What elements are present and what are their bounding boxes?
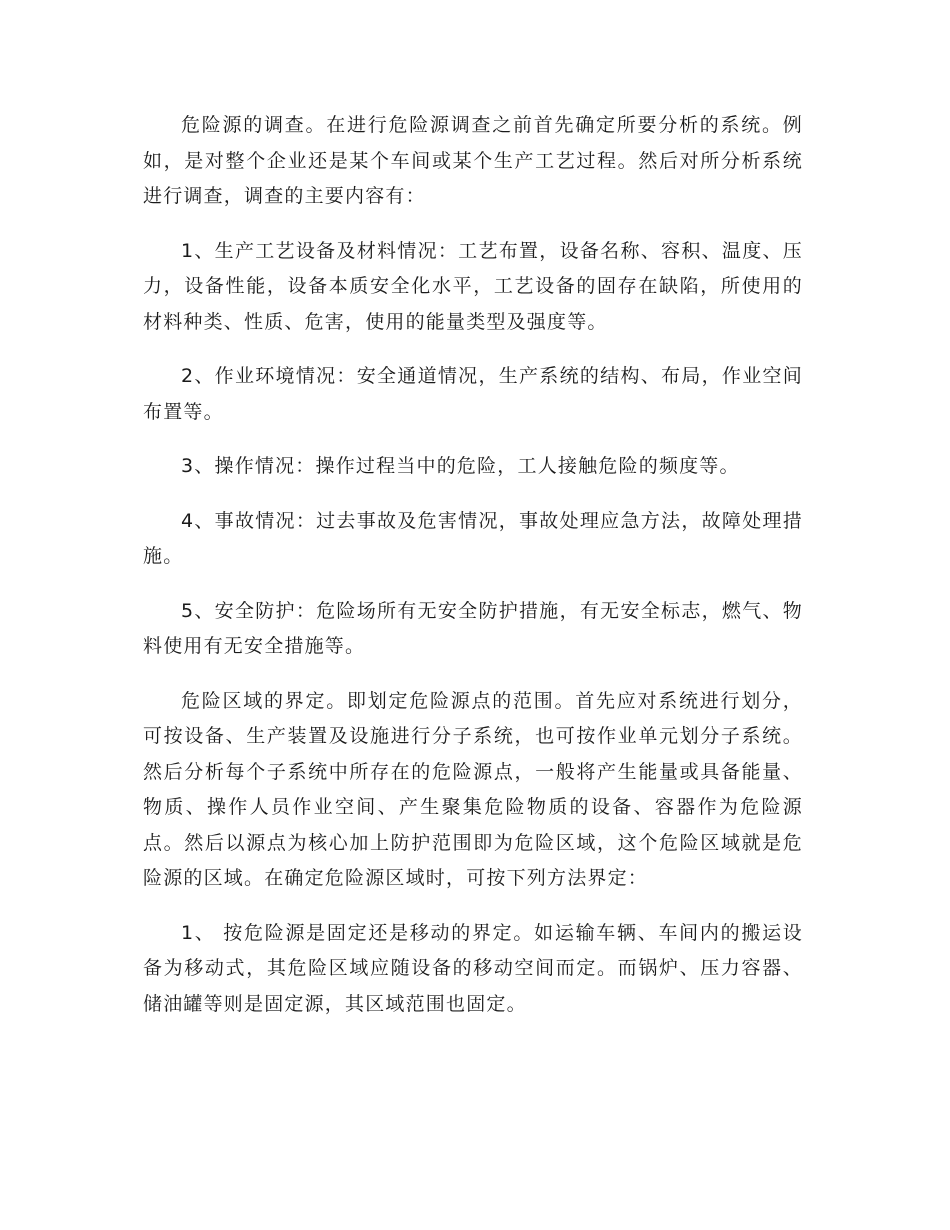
paragraph-hazard-zone: 危险区域的界定。即划定危险源点的范围。首先应对系统进行划分，可按设备、生产装置及设施进行分子系统，也可按作业单元划分子系统。然后分析每个子系统中所存在的危险源点，一般将产生能量或具备能量、物质、操作人员作业空间、产生聚集危险物质的设备、容器作为危险源点。然后以源点为核心加上防护范围即为危险区域，这个危险区域就是危险源的区域。在确定危险源区域时，可按下列方法界定： (143, 689, 803, 889)
paragraph-hazard-survey: 危险源的调查。在进行危险源调查之前首先确定所要分析的系统。例如，是对整个企业还是某个车间或某个生产工艺过程。然后对所分析系统进行调查，调查的主要内容有： (143, 114, 803, 207)
paragraph-accidents: 4、事故情况：过去事故及危害情况，事故处理应急方法，故障处理措施。 (143, 509, 803, 567)
paragraph-equipment-materials: 1、生产工艺设备及材料情况：工艺布置，设备名称、容积、温度、压力，设备性能，设备本质安全化水平，工艺设备的固存在缺陷，所使用的材料种类、性质、危害，使用的能量类型及强度等。 (143, 239, 803, 333)
paragraph-work-environment: 2、作业环境情况：安全通道情况，生产系统的结构、布局，作业空间布置等。 (143, 365, 803, 423)
paragraph-operation: 3、操作情况：操作过程当中的危险，工人接触危险的频度等。 (181, 455, 740, 477)
paragraph-safety-protection: 5、安全防护：危险场所有无安全防护措施，有无安全标志，燃气、物料使用有无安全措施等。 (143, 599, 803, 657)
document-page (143, 108, 803, 1041)
paragraph-fixed-or-mobile: 1、 按危险源是固定还是移动的界定。如运输车辆、车间内的搬运设备为移动式，其危险区域应随设备的移动空间而定。而锅炉、压力容器、储油罐等则是固定源，其区域范围也固定。 (143, 921, 803, 1015)
